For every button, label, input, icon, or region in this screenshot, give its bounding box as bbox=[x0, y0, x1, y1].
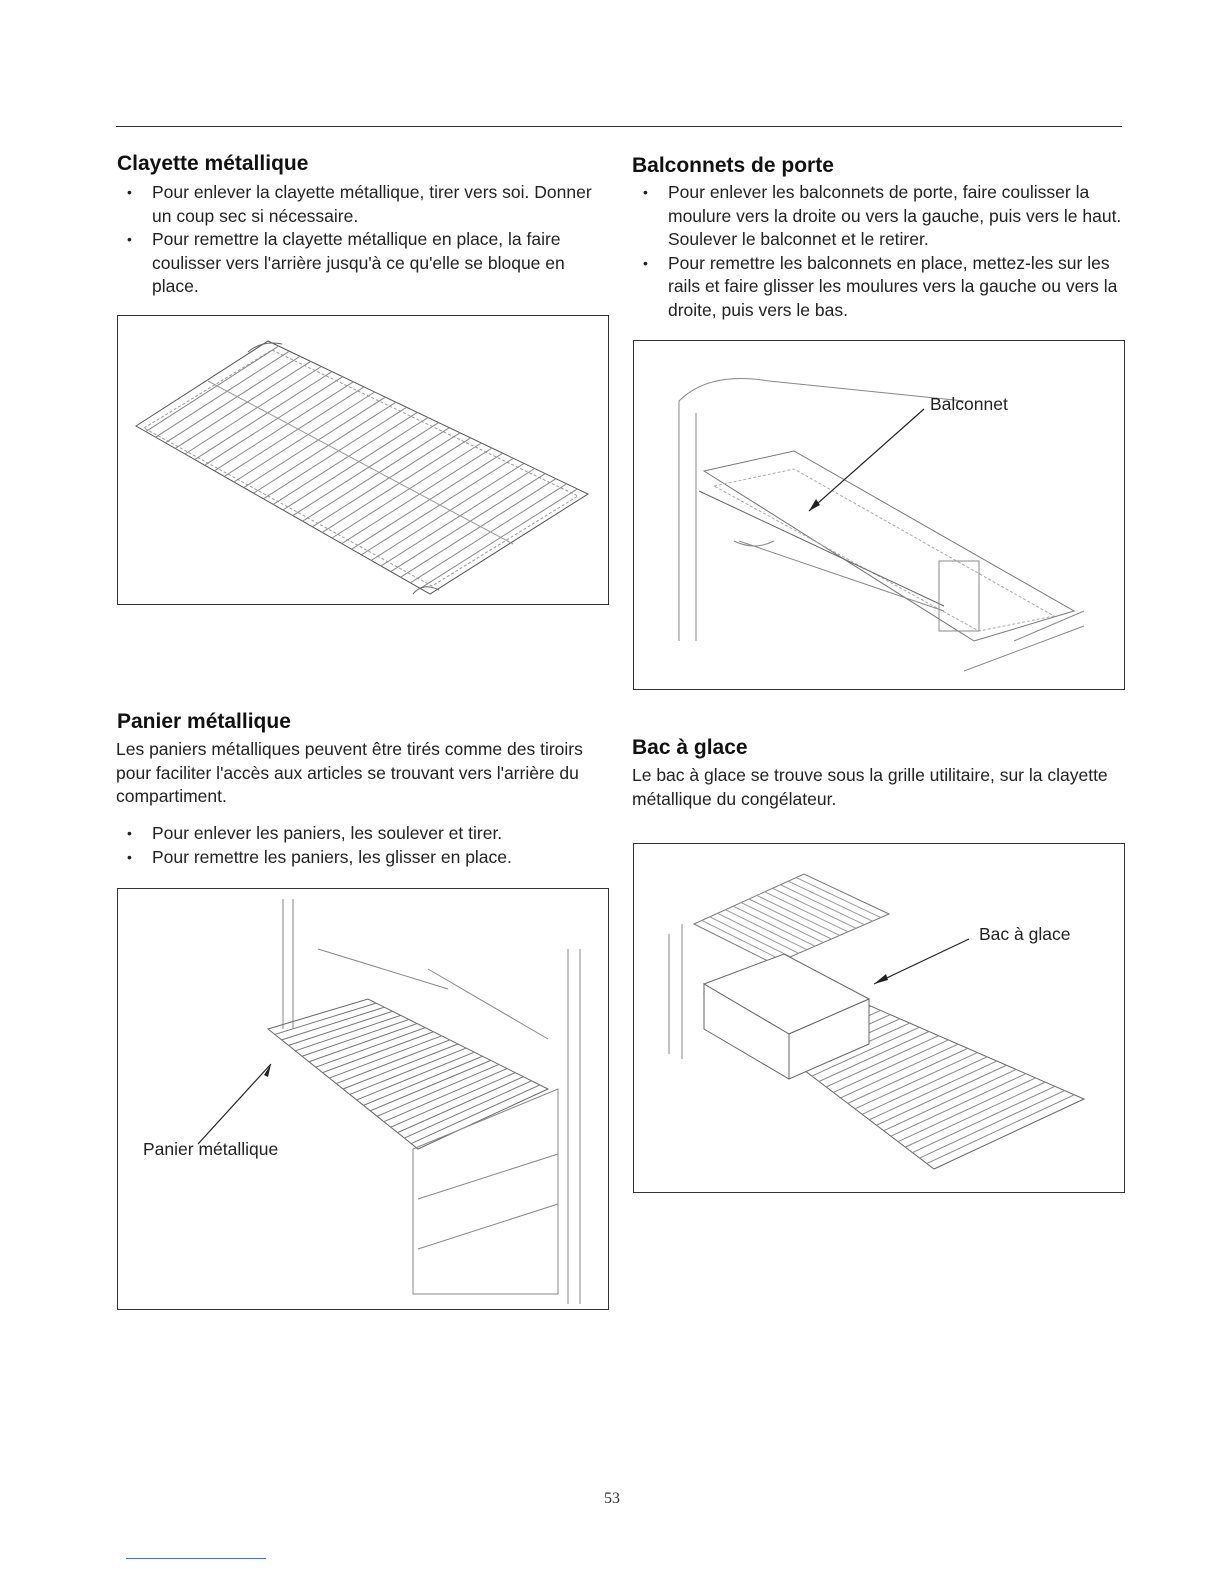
page-number: 53 bbox=[604, 1490, 620, 1507]
wire-line bbox=[391, 474, 546, 572]
wire-line bbox=[303, 428, 450, 522]
wire-line bbox=[725, 910, 806, 950]
wire-line bbox=[862, 1057, 987, 1115]
wire-line bbox=[370, 1060, 490, 1110]
wire-line bbox=[927, 1095, 1075, 1164]
wire-line bbox=[788, 881, 872, 921]
wire-line bbox=[165, 356, 300, 443]
wire-line bbox=[765, 892, 848, 932]
wire-line bbox=[302, 1019, 409, 1056]
header-rule bbox=[116, 126, 1122, 127]
wire-line bbox=[391, 1073, 516, 1128]
bac-label: Bac à glace bbox=[979, 924, 1071, 944]
wire-line bbox=[796, 878, 881, 918]
wire-line bbox=[275, 1003, 376, 1034]
wire-line bbox=[234, 392, 375, 482]
panier-bullets bbox=[116, 822, 606, 869]
wire-line bbox=[312, 433, 460, 527]
wire-line bbox=[316, 1028, 426, 1068]
wire-line bbox=[898, 1078, 1036, 1142]
wire-line bbox=[309, 1024, 417, 1062]
footer-link-line bbox=[126, 1558, 266, 1559]
wire-line bbox=[420, 489, 577, 589]
door-bin-illustration bbox=[634, 341, 1124, 689]
wire-line bbox=[398, 1077, 524, 1133]
wire-line bbox=[869, 1061, 997, 1120]
wire-line bbox=[404, 1081, 531, 1138]
wire-line bbox=[282, 1007, 385, 1040]
wire-line bbox=[780, 885, 864, 925]
wire-line bbox=[410, 484, 566, 583]
wire-line bbox=[185, 367, 321, 455]
wire-line bbox=[361, 458, 513, 555]
wire-line bbox=[363, 1056, 482, 1105]
wire-line bbox=[884, 1069, 1017, 1130]
bac-intro: Le bac à glace se trouve sous la grille utilitaire, sur la clayette métallique du congélateur. bbox=[632, 765, 1108, 809]
balconnet-figure bbox=[633, 340, 1125, 690]
wire-line bbox=[848, 1048, 968, 1103]
bac-title: Bac à glace bbox=[632, 736, 748, 759]
wire-line bbox=[175, 361, 310, 448]
clayette-figure bbox=[117, 315, 609, 605]
wire-line bbox=[718, 913, 799, 953]
wire-line bbox=[920, 1091, 1065, 1159]
wire-line bbox=[773, 888, 857, 928]
list-item: • Pour remettre les balconnets en place, mettez-les sur les rails et faire glisser les moulures vers la gauche ou vers la droite, puis vers le bas. bbox=[632, 252, 1127, 323]
wire-line bbox=[757, 895, 840, 935]
wire-line bbox=[749, 899, 832, 939]
panier-figure bbox=[117, 888, 609, 1310]
panier-title: Panier métallique bbox=[117, 710, 291, 733]
wire-line bbox=[384, 1069, 507, 1122]
balconnet-label: Balconnet bbox=[930, 394, 1008, 414]
list-item: • Pour remettre la clayette métallique en place, la faire coulisser vers l'arrière jusqu'à ce qu'elle se bloque en place. bbox=[116, 228, 611, 299]
wire-line bbox=[288, 1011, 392, 1045]
wire-line bbox=[357, 1052, 475, 1100]
wire-line bbox=[263, 407, 406, 499]
wire-line bbox=[381, 469, 535, 567]
wire-line bbox=[733, 906, 815, 946]
wire-line bbox=[377, 1064, 499, 1116]
wire-line bbox=[371, 463, 524, 560]
wire-line bbox=[254, 402, 396, 493]
clayette-title: Clayette métallique bbox=[117, 152, 309, 175]
list-item: • Pour remettre les paniers, les glisser en place. bbox=[116, 846, 606, 870]
wire-basket-illustration bbox=[118, 889, 608, 1309]
wire-line bbox=[702, 920, 782, 960]
list-item: • Pour enlever les balconnets de porte, faire coulisser la moulure vers la droite ou vers la gauche, puis vers le haut. Soulever le balconnet et le retirer. bbox=[632, 181, 1127, 252]
wire-line bbox=[244, 397, 386, 488]
wire-line bbox=[283, 418, 428, 511]
wire-line bbox=[293, 423, 439, 516]
bac-figure bbox=[633, 843, 1125, 1193]
clayette-bullets bbox=[116, 181, 611, 299]
list-item: • Pour enlever les paniers, les soulever et tirer. bbox=[116, 822, 606, 846]
wire-line bbox=[322, 438, 470, 533]
wire-line bbox=[741, 903, 823, 943]
wire-line bbox=[841, 1044, 959, 1098]
wire-line bbox=[855, 1053, 978, 1109]
wire-line bbox=[332, 443, 481, 538]
panier-intro: Les paniers métalliques peuvent être tirés comme des tiroirs pour faciliter l'accès aux articles se trouvant vers l'arrière du compartiment. bbox=[116, 739, 583, 806]
wire-line bbox=[912, 1086, 1055, 1152]
panier-label: Panier métallique bbox=[143, 1139, 279, 1159]
wire-line bbox=[273, 412, 417, 504]
wire-line bbox=[295, 1015, 400, 1050]
wire-line bbox=[342, 448, 492, 543]
wire-line bbox=[401, 479, 556, 578]
balconnets-bullets bbox=[632, 181, 1127, 322]
wire-line bbox=[352, 453, 503, 549]
ice-bin-illustration bbox=[634, 844, 1124, 1192]
list-item: • Pour enlever la clayette métallique, tirer vers soi. Donner un coup sec si nécessaire. bbox=[116, 181, 611, 228]
balconnets-title: Balconnets de porte bbox=[632, 154, 834, 177]
wire-shelf-illustration bbox=[118, 316, 608, 604]
wire-line bbox=[877, 1065, 1007, 1125]
wire-line bbox=[710, 917, 791, 957]
wire-line bbox=[905, 1082, 1045, 1147]
